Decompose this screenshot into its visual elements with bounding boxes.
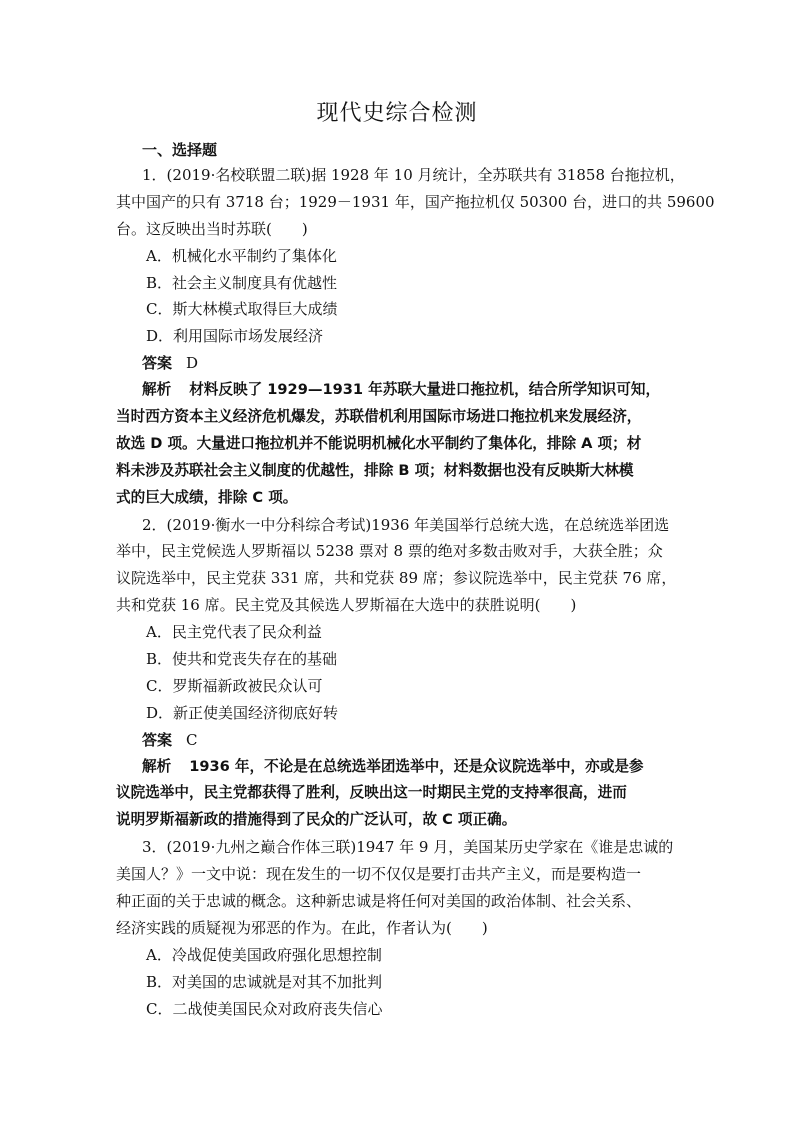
analysis-label: 解析 (142, 757, 172, 775)
question-2-option-d: D．新正使美国经济彻底好转 (146, 703, 339, 722)
question-2-analysis-line: 说明罗斯福新政的措施得到了民众的广泛认可，故 C 项正确。 (116, 811, 517, 829)
question-2-stem-line: 2．(2019·衡水一中分科综合考试)1936 年美国举行总统大选，在总统选举团选 (142, 515, 670, 534)
answer-value: C (186, 730, 198, 749)
question-1-option-a: A．机械化水平制约了集体化 (146, 246, 337, 265)
question-1-stem-line: 1．(2019·名校联盟二联)据 1928 年 10 月统计，全苏联共有 31858 台拖拉机， (142, 166, 685, 184)
question-1-analysis-line: 故选 D 项。大量进口拖拉机并不能说明机械化水平制约了集体化，排除 A 项；材 (116, 434, 642, 452)
analysis-label: 解析 (142, 381, 172, 399)
question-1-analysis-line (142, 377, 682, 404)
question-3 (116, 834, 682, 1022)
question-2 (116, 512, 682, 835)
question-1-answer (142, 350, 682, 377)
question-1-stem-line: 台。这反映出当时苏联( ) (116, 219, 308, 238)
analysis-text: 1936 年，不论是在总统选举团选举中，还是众议院选举中，亦或是参 (189, 757, 644, 775)
question-1-analysis-line: 式的巨大成绩，排除 C 项。 (116, 488, 298, 506)
question-1-stem-line: 其中国产的只有 3718 台；1929－1931 年，国产拖拉机仅 50300 台，进口的共 59600 (116, 192, 715, 211)
question-3-stem-line: 经济实践的质疑视为邪恶的作为。在此，作者认为( ) (116, 918, 488, 937)
question-3-option-b: B．对美国的忠诚就是对其不加批判 (146, 972, 383, 991)
question-2-option-c: C．罗斯福新政被民众认可 (146, 676, 323, 695)
question-2-analysis-line (142, 754, 682, 781)
question-1-option-c: C．斯大林模式取得巨大成绩 (146, 300, 338, 319)
section-heading: 一、选择题 (142, 141, 218, 159)
question-1-option-d: D．利用国际市场发展经济 (146, 327, 324, 346)
question-1-analysis-line: 当时西方资本主义经济危机爆发，苏联借机利用国际市场进口拖拉机来发展经济， (116, 408, 642, 426)
question-3-stem-line: 3．(2019·九州之巅合作体三联)1947 年 9 月，美国某历史学家在《谁是忠诚的 (142, 838, 674, 857)
question-2-analysis-line: 议院选举中，民主党都获得了胜利，反映出这一时期民主党的支持率很高，进而 (116, 784, 627, 802)
question-1-analysis-line: 料未涉及苏联社会主义制度的优越性，排除 B 项；材料数据也没有反映斯大林模 (116, 461, 634, 479)
question-2-answer (142, 727, 682, 754)
question-1 (116, 162, 715, 512)
question-2-option-b: B．使共和党丧失存在的基础 (146, 650, 338, 669)
question-3-option-a: A．冷战促使美国政府强化思想控制 (146, 945, 382, 964)
answer-label: 答案 (142, 730, 173, 749)
question-2-stem-line: 共和党获 16 席。民主党及其候选人罗斯福在大选中的获胜说明( ) (116, 596, 577, 615)
question-2-stem-line: 举中，民主党候选人罗斯福以 5238 票对 8 票的绝对多数击败对手，大获全胜；众 (116, 542, 663, 561)
answer-value: D (186, 354, 199, 373)
question-3-option-c: C．二战使美国民众对政府丧失信心 (146, 999, 383, 1018)
page-title: 现代史综合检测 (316, 101, 478, 126)
question-3-stem-line: 美国人？》一文中说：现在发生的一切不仅仅是要打击共产主义，而是要构造一 (116, 865, 642, 884)
answer-label: 答案 (142, 354, 173, 373)
analysis-text: 材料反映了 1929—1931 年苏联大量进口拖拉机，结合所学知识可知， (189, 381, 661, 399)
question-2-stem-line: 议院选举中，民主党获 331 席，共和党获 89 席；参议院选举中，民主党获 76 席， (116, 569, 677, 588)
question-2-option-a: A．民主党代表了民众利益 (146, 623, 322, 642)
question-body (116, 162, 715, 1023)
question-3-stem-line: 种正面的关于忠诚的概念。这种新忠诚是将任何对美国的政治体制、社会关系、 (116, 892, 642, 911)
question-1-option-b: B．社会主义制度具有优越性 (146, 273, 338, 292)
